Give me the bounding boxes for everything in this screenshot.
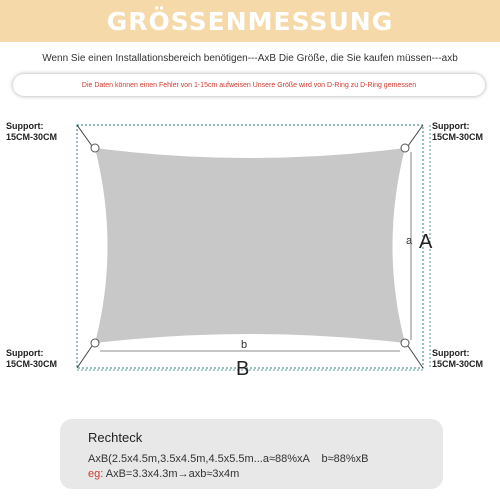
formula-right: b≈88%xB <box>321 453 369 465</box>
d-ring-bottom-left <box>91 339 99 347</box>
dim-label-A: A <box>419 231 433 253</box>
dim-label-a: a <box>406 235 413 247</box>
d-ring-bottom-right <box>401 339 409 347</box>
support-label-top-left: Support: 15CM-30CM <box>6 121 58 142</box>
support-arrow-top-right <box>408 125 423 146</box>
dim-label-b: b <box>241 339 248 351</box>
example-prefix: eg: <box>88 468 104 480</box>
sail-shape <box>95 148 405 343</box>
support-label-bottom-left: Support: 15CM-30CM <box>6 348 58 369</box>
info-example <box>88 468 239 480</box>
description-text: Wenn Sie einen Installationsbereich benötigen---AxB Die Größe, die Sie kaufen müssen---axb <box>42 53 458 64</box>
d-ring-top-left <box>91 144 99 152</box>
note-text: Die Daten können einen Fehler von 1-15cm aufweisen Unsere Größe wird von D-Ring zu D-Ring gemessen <box>81 81 417 89</box>
info-title: Rechteck <box>88 430 143 445</box>
page-title: GRÖSSENMESSUNG <box>106 6 394 36</box>
support-label-top-right: Support: 15CM-30CM <box>432 121 484 142</box>
dim-label-B: B <box>236 358 250 380</box>
info-box <box>60 419 443 489</box>
example-text: AxB=3.3x4.3m→axb≈3x4m <box>103 468 240 480</box>
formula-left: AxB(2.5x4.5m,3.5x4.5m,4.5x5.5m...a≈88%xA <box>88 453 310 465</box>
support-arrow-bottom-right <box>408 346 423 368</box>
info-formula <box>88 453 369 465</box>
support-arrow-bottom-left <box>77 346 92 368</box>
d-ring-top-right <box>401 144 409 152</box>
support-label-bottom-right: Support: 15CM-30CM <box>432 348 484 369</box>
support-arrow-top-left <box>77 125 92 146</box>
